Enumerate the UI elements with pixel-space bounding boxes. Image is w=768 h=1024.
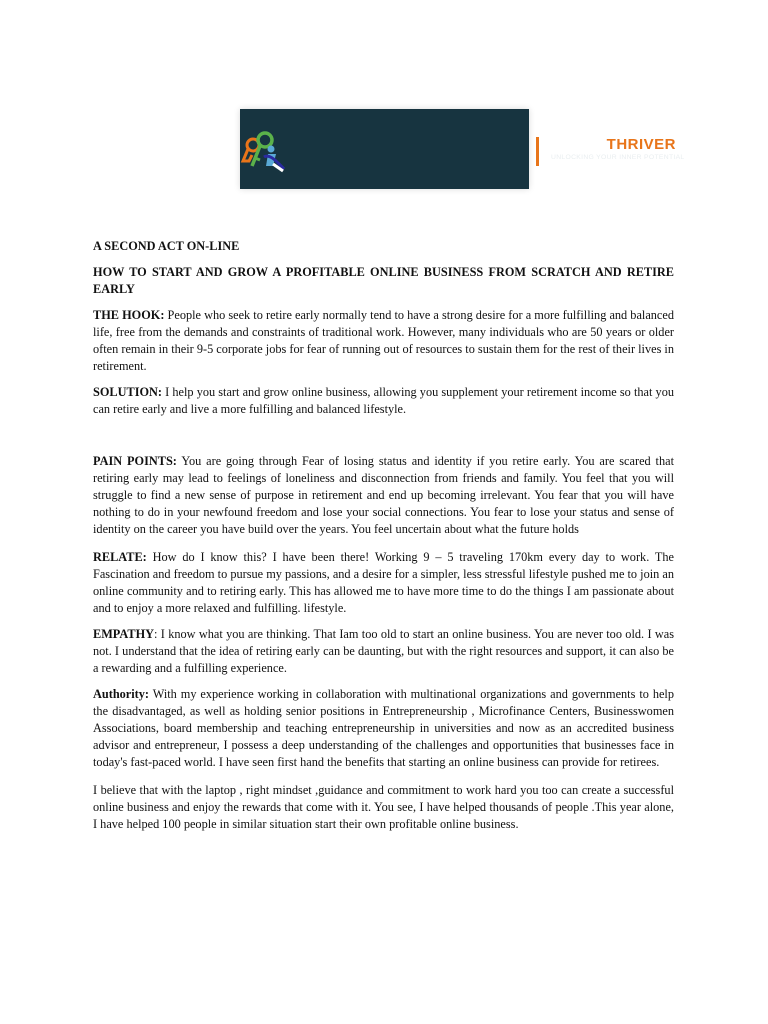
text-pain-points: You are going through Fear of losing status and identity if you retire early. You are scared that retiring early may lead to feelings of loneliness and disconnection from friends and family. You feel that you will struggle to find a new sense of purpose in retirement and end up becoming irrelevant. You fear that you will have nothing to do in your newfound freedom and lose your social connections. You fear to lose your status and sense of identity on the career you have build over the years. You feel uncertain about what the future holds bbox=[93, 454, 674, 536]
text-solution: I help you start and grow online business, allowing you supplement your retirement income so that you can retire early and live a more fulfilling and balanced lifestyle. bbox=[93, 385, 674, 416]
document-title: A SECOND ACT ON-LINE bbox=[93, 239, 240, 253]
key-person-icon bbox=[240, 109, 340, 189]
dreamthriver-logo bbox=[240, 109, 685, 189]
document-subtitle: HOW TO START AND GROW A PROFITABLE ONLINE BUSINESS FROM SCRATCH AND RETIRE EARLY bbox=[93, 265, 674, 296]
label-authority: Authority: bbox=[93, 687, 150, 701]
label-empathy: EMPATHY bbox=[93, 627, 155, 641]
document-body bbox=[93, 238, 674, 833]
label-pain-points: PAIN POINTS: bbox=[93, 454, 177, 468]
text-authority: With my experience working in collaboration with multinational organizations and governments to help the disadvantaged, as well as holding senior positions in Entrepreneurship , Microfinance Centers, Businesswomen Associations, board membership and teaching entrepreneurship in universities and now as an accredited business advisor and entrepreneur, I possess a deep understanding of the challenges and opportunities that businesses face in today's fast-paced world. I have seen first hand the benefits that starting an online business can provide for retirees. bbox=[93, 687, 674, 769]
text-empathy: : I know what you are thinking. That Iam too old to start an online business. You are never too old. I was not. I understand that the idea of retiring early can be daunting, but with the right resources and support, it can also be a rewarding and a fulfilling experience. bbox=[93, 627, 674, 675]
paragraph-hook bbox=[93, 307, 674, 375]
label-solution: SOLUTION: bbox=[93, 385, 163, 399]
logo-tagline: UNLOCKING YOUR INNER POTENTIAL bbox=[551, 154, 685, 161]
paragraph-solution bbox=[93, 384, 674, 418]
text-hook: People who seek to retire early normally tend to have a strong desire for a more fulfilling and balanced life, free from the demands and constraints of traditional work. However, many individuals who are 50 years or older often remain in their 9-5 corporate jobs for fear of running out of resources to sustain them for the rest of their lives in retirement. bbox=[93, 308, 674, 373]
logo-brand-part2: THRIVER bbox=[606, 136, 677, 153]
paragraph-pain-points bbox=[93, 453, 674, 538]
label-relate: RELATE: bbox=[93, 550, 147, 564]
paragraph-authority bbox=[93, 686, 674, 771]
paragraph-closing: I believe that with the laptop , right mindset ,guidance and commitment to work hard you too can create a successful online business and enjoy the rewards that come with it. You see, I have helped thousands of people .This year alone, I have helped 100 people in similar situation start their own profitable online business. bbox=[93, 783, 674, 831]
logo-brand-part1: DREAM bbox=[550, 136, 607, 153]
logo-wordmark bbox=[550, 136, 676, 154]
label-hook: THE HOOK: bbox=[93, 308, 165, 322]
logo-divider bbox=[536, 137, 539, 166]
paragraph-relate bbox=[93, 549, 674, 617]
paragraph-empathy bbox=[93, 626, 674, 677]
text-relate: How do I know this? I have been there! Working 9 – 5 traveling 170km every day to work. The Fascination and freedom to pursue my passions, and a desire for a simpler, less stressful lifestyle pushed me to join an online community and to retiring early. This has allowed me to have more time to do the things I am passionate about and to enjoy a more relaxed and fulfilling. lifestyle. bbox=[93, 550, 674, 615]
